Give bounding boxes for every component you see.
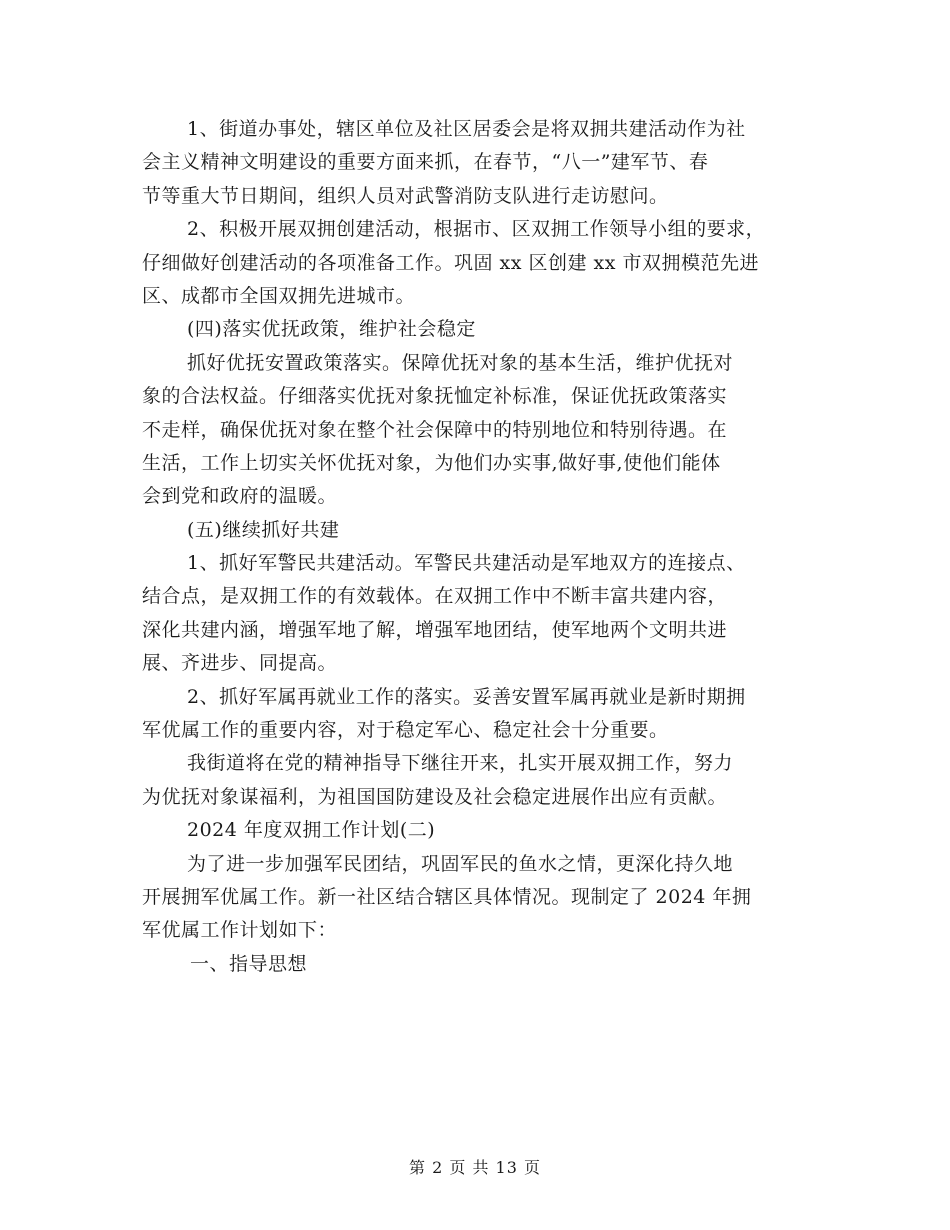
paragraph-line: 2、积极开展双拥创建活动，根据市、区双拥工作领导小组的要求， — [187, 218, 766, 241]
paragraph-line: 会到党和政府的温暖。 — [142, 485, 338, 508]
paragraph-line: 结合点，是双拥工作的有效载体。在双拥工作中不断丰富共建内容， — [142, 585, 728, 608]
paragraph-line: 会主义精神文明建设的重要方面来抓，在春节，“八一”建军节、春 — [142, 151, 709, 174]
section-heading: 一、指导思想 — [190, 952, 308, 975]
paragraph-line: 开展拥军优属工作。新一社区结合辖区具体情况。现制定了 2024 年拥 — [142, 885, 752, 908]
paragraph-line: 节等重大节日期间，组织人员对武警消防支队进行走访慰问。 — [142, 184, 669, 207]
document-title: 2024 年度双拥工作计划(二) — [187, 819, 436, 842]
paragraph-line: 不走样，确保优抚对象在整个社会保障中的特别地位和特别待遇。在 — [142, 418, 728, 441]
paragraph-line: 深化共建内涵，增强军地了解，增强军地团结，使军地两个文明共进 — [142, 618, 728, 641]
paragraph-line: 仔细做好创建活动的各项准备工作。巩固 xx 区创建 xx 市双拥模范先进 — [142, 251, 760, 274]
section-heading: (五)继续抓好共建 — [187, 518, 340, 541]
paragraph-line: 为了进一步加强军民团结，巩固军民的鱼水之情，更深化持久地 — [187, 852, 734, 875]
paragraph-line: 为优抚对象谋福利，为祖国国防建设及社会稳定进展作出应有贡献。 — [142, 785, 728, 808]
section-heading: (四)落实优抚政策，维护社会稳定 — [187, 318, 476, 341]
paragraph-line: 展、齐进步、同提高。 — [142, 652, 338, 675]
paragraph-line: 抓好优抚安置政策落实。保障优抚对象的基本生活，维护优抚对 — [187, 351, 734, 374]
paragraph-line: 1、街道办事处，辖区单位及社区居委会是将双拥共建活动作为社 — [187, 118, 746, 140]
paragraph-line: 军优属工作计划如下： — [142, 919, 338, 942]
page-footer: 第 2 页 共 13 页 — [409, 1158, 541, 1177]
paragraph-line: 我街道将在党的精神指导下继往开来，扎实开展双拥工作，努力 — [187, 752, 734, 775]
paragraph-line: 2、抓好军属再就业工作的落实。妥善安置军属再就业是新时期拥 — [187, 685, 746, 708]
paragraph-line: 区、成都市全国双拥先进城市。 — [142, 284, 416, 307]
paragraph-line: 象的合法权益。仔细落实优抚对象抚恤定补标准，保证优抚政策落实 — [142, 385, 728, 408]
paragraph-line: 军优属工作的重要内容，对于稳定军心、稳定社会十分重要。 — [142, 719, 669, 742]
document-body — [142, 113, 812, 981]
paragraph-line: 1、抓好军警民共建活动。军警民共建活动是军地双方的连接点、 — [187, 552, 746, 575]
paragraph-line: 生活，工作上切实关怀优抚对象，为他们办实事,做好事,使他们能体 — [142, 451, 721, 474]
